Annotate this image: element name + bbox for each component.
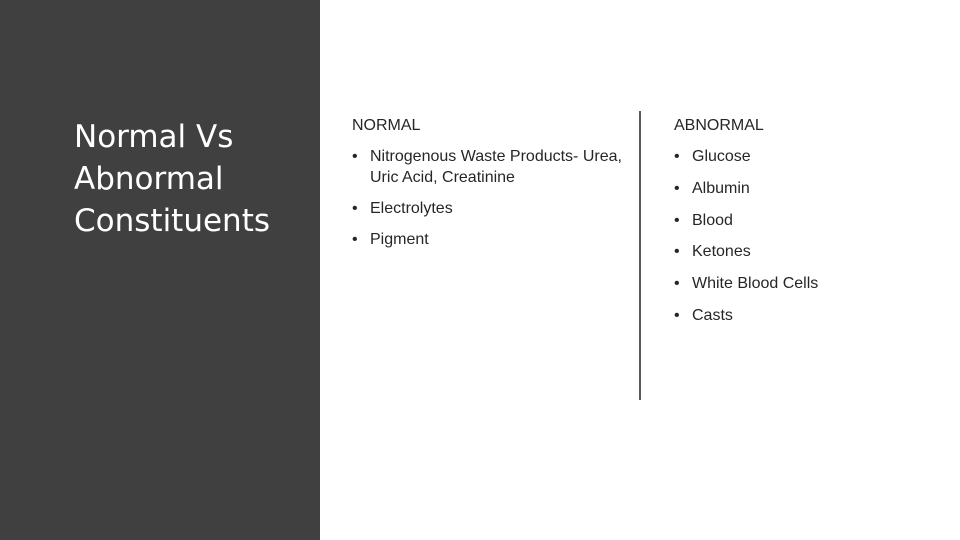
- list-item-text: Nitrogenous Waste Products- Urea, Uric Acid, Creatinine: [370, 148, 622, 186]
- bullet-icon: •: [352, 148, 358, 165]
- bullet-icon: •: [674, 179, 680, 197]
- bullet-icon: •: [674, 306, 680, 324]
- abnormal-list: [674, 146, 934, 326]
- list-item-text: Casts: [692, 306, 733, 324]
- list-item: [352, 198, 622, 219]
- abnormal-heading: ABNORMAL: [674, 117, 764, 134]
- list-item-text: Albumin: [692, 179, 750, 197]
- bullet-icon: •: [674, 148, 680, 165]
- title-panel: [0, 0, 320, 540]
- list-item: [674, 210, 934, 231]
- list-item: [352, 229, 622, 250]
- title-line: Abnormal: [74, 161, 224, 197]
- column-divider: [639, 111, 641, 400]
- normal-heading: NORMAL: [352, 117, 421, 134]
- list-item-text: Ketones: [692, 243, 751, 261]
- abnormal-column: [674, 116, 934, 337]
- list-item-text: White Blood Cells: [692, 275, 819, 293]
- list-item: [674, 241, 934, 262]
- list-item: [352, 146, 622, 188]
- list-item-text: Pigment: [370, 231, 429, 248]
- bullet-icon: •: [674, 275, 680, 293]
- bullet-icon: •: [674, 243, 680, 261]
- bullet-icon: •: [352, 231, 358, 248]
- normal-column: [352, 116, 622, 260]
- title-line: Normal Vs: [74, 119, 234, 155]
- bullet-icon: •: [352, 200, 358, 217]
- title-line: Constituents: [74, 203, 271, 239]
- list-item-text: Glucose: [692, 148, 751, 165]
- list-item: [674, 273, 934, 294]
- slide-title: [74, 116, 304, 242]
- list-item-text: Electrolytes: [370, 200, 453, 217]
- list-item: [674, 305, 934, 326]
- list-item-text: Blood: [692, 211, 733, 229]
- list-item: [674, 178, 934, 199]
- list-item: [674, 146, 934, 167]
- normal-list: [352, 146, 622, 250]
- bullet-icon: •: [674, 211, 680, 229]
